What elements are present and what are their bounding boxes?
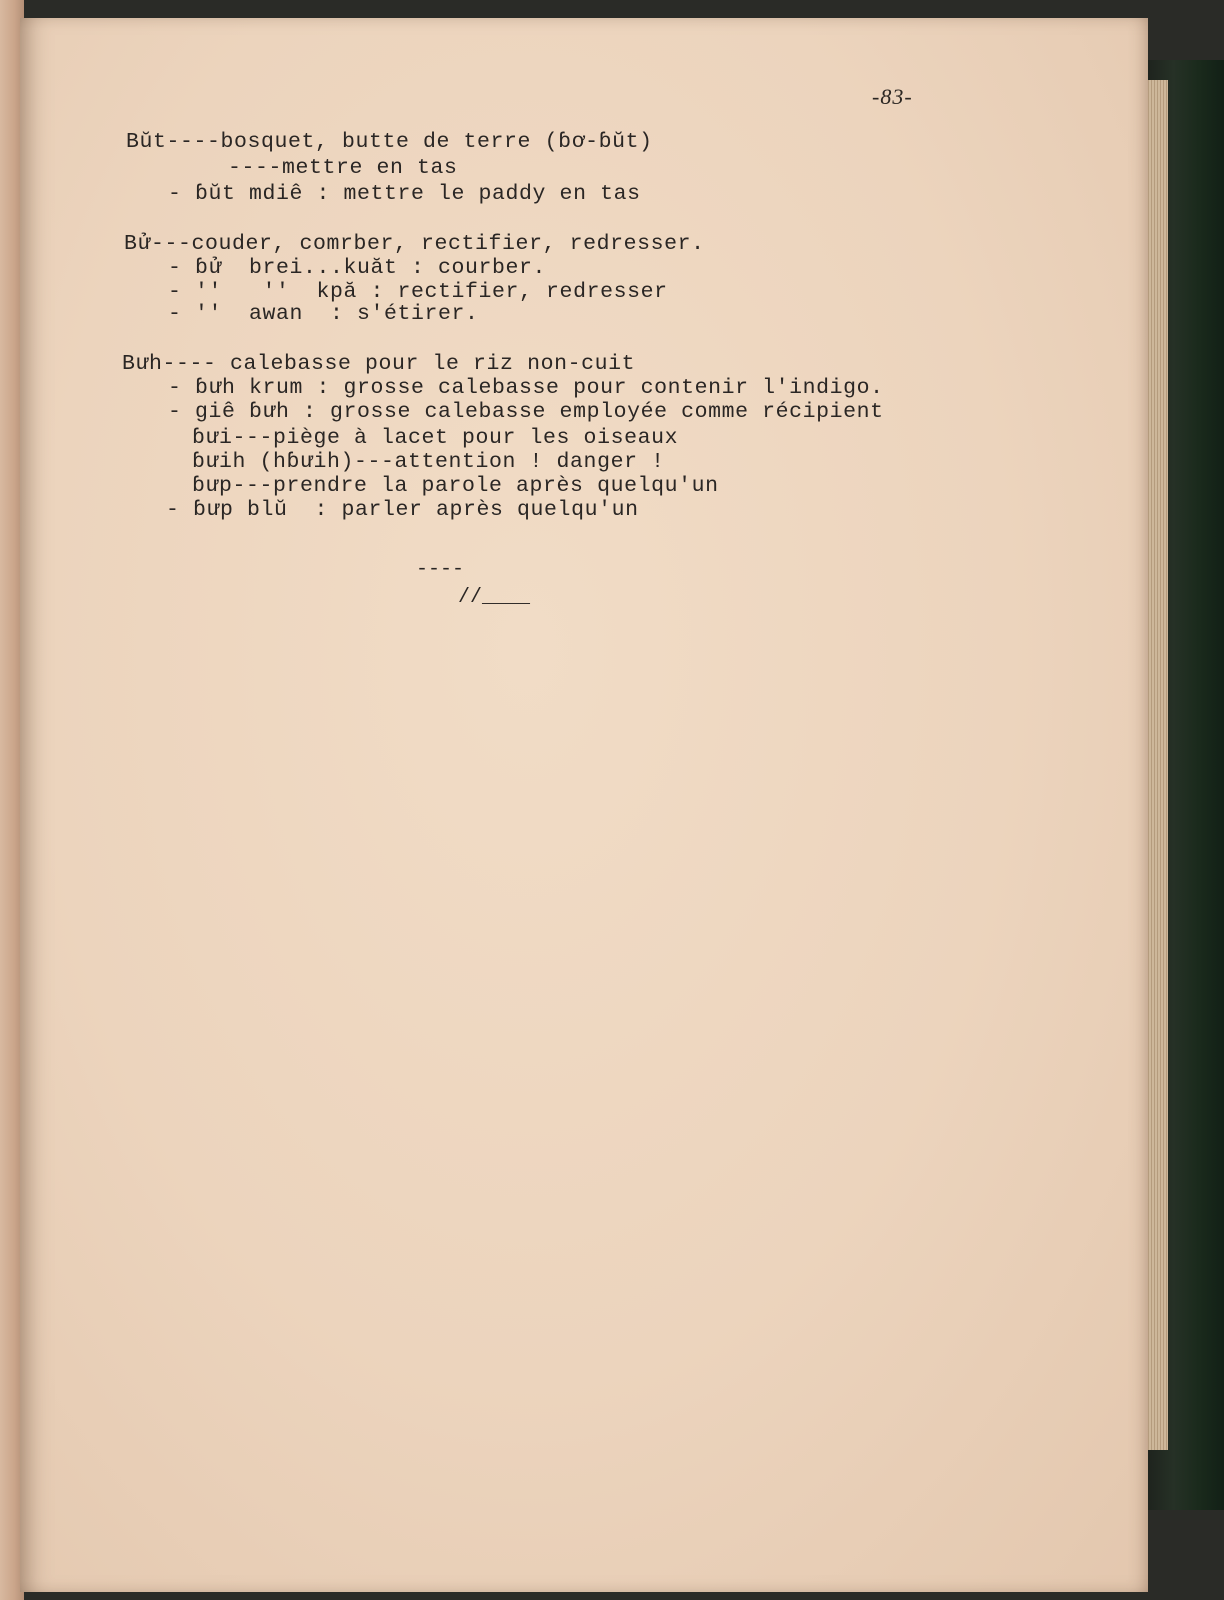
- entry-line: Bưh---- calebasse pour le riz non-cuit: [122, 352, 636, 376]
- entry-line: Bử---couder, comrber, rectifier, redresser.: [124, 232, 705, 256]
- entry-line: - '' awan : s'étirer.: [168, 302, 479, 326]
- entry-line: ɓưi---piège à lacet pour les oiseaux: [192, 426, 679, 450]
- document-page: [20, 18, 1148, 1592]
- entry-line: Bŭt----bosquet, butte de terre (ɓơ-ɓŭt): [126, 130, 653, 154]
- entry-line: ----mettre en tas: [228, 156, 458, 180]
- entry-line: - ɓưp blŭ : parler après quelqu'un: [166, 498, 639, 522]
- entry-line: ɓưih (hɓưih)---attention ! danger !: [192, 450, 665, 474]
- page-number: -83-: [872, 84, 913, 109]
- entry-line: - ɓŭt mdiê : mettre le paddy en tas: [168, 182, 641, 206]
- entry-line: - ɓử brei...kuăt : courber.: [168, 256, 547, 280]
- entry-line: - giê ɓưh : grosse calebasse employée comme récipient: [168, 400, 884, 424]
- end-slash-mark: //____: [458, 586, 531, 609]
- entry-line: - '' '' kpă : rectifier, redresser: [168, 280, 668, 304]
- entry-line: - ɓưh krum : grosse calebasse pour contenir l'indigo.: [168, 376, 884, 400]
- entry-line: ɓưp---prendre la parole après quelqu'un: [192, 474, 719, 498]
- end-dash-mark: ----: [416, 558, 465, 581]
- page-edges: [1146, 80, 1168, 1450]
